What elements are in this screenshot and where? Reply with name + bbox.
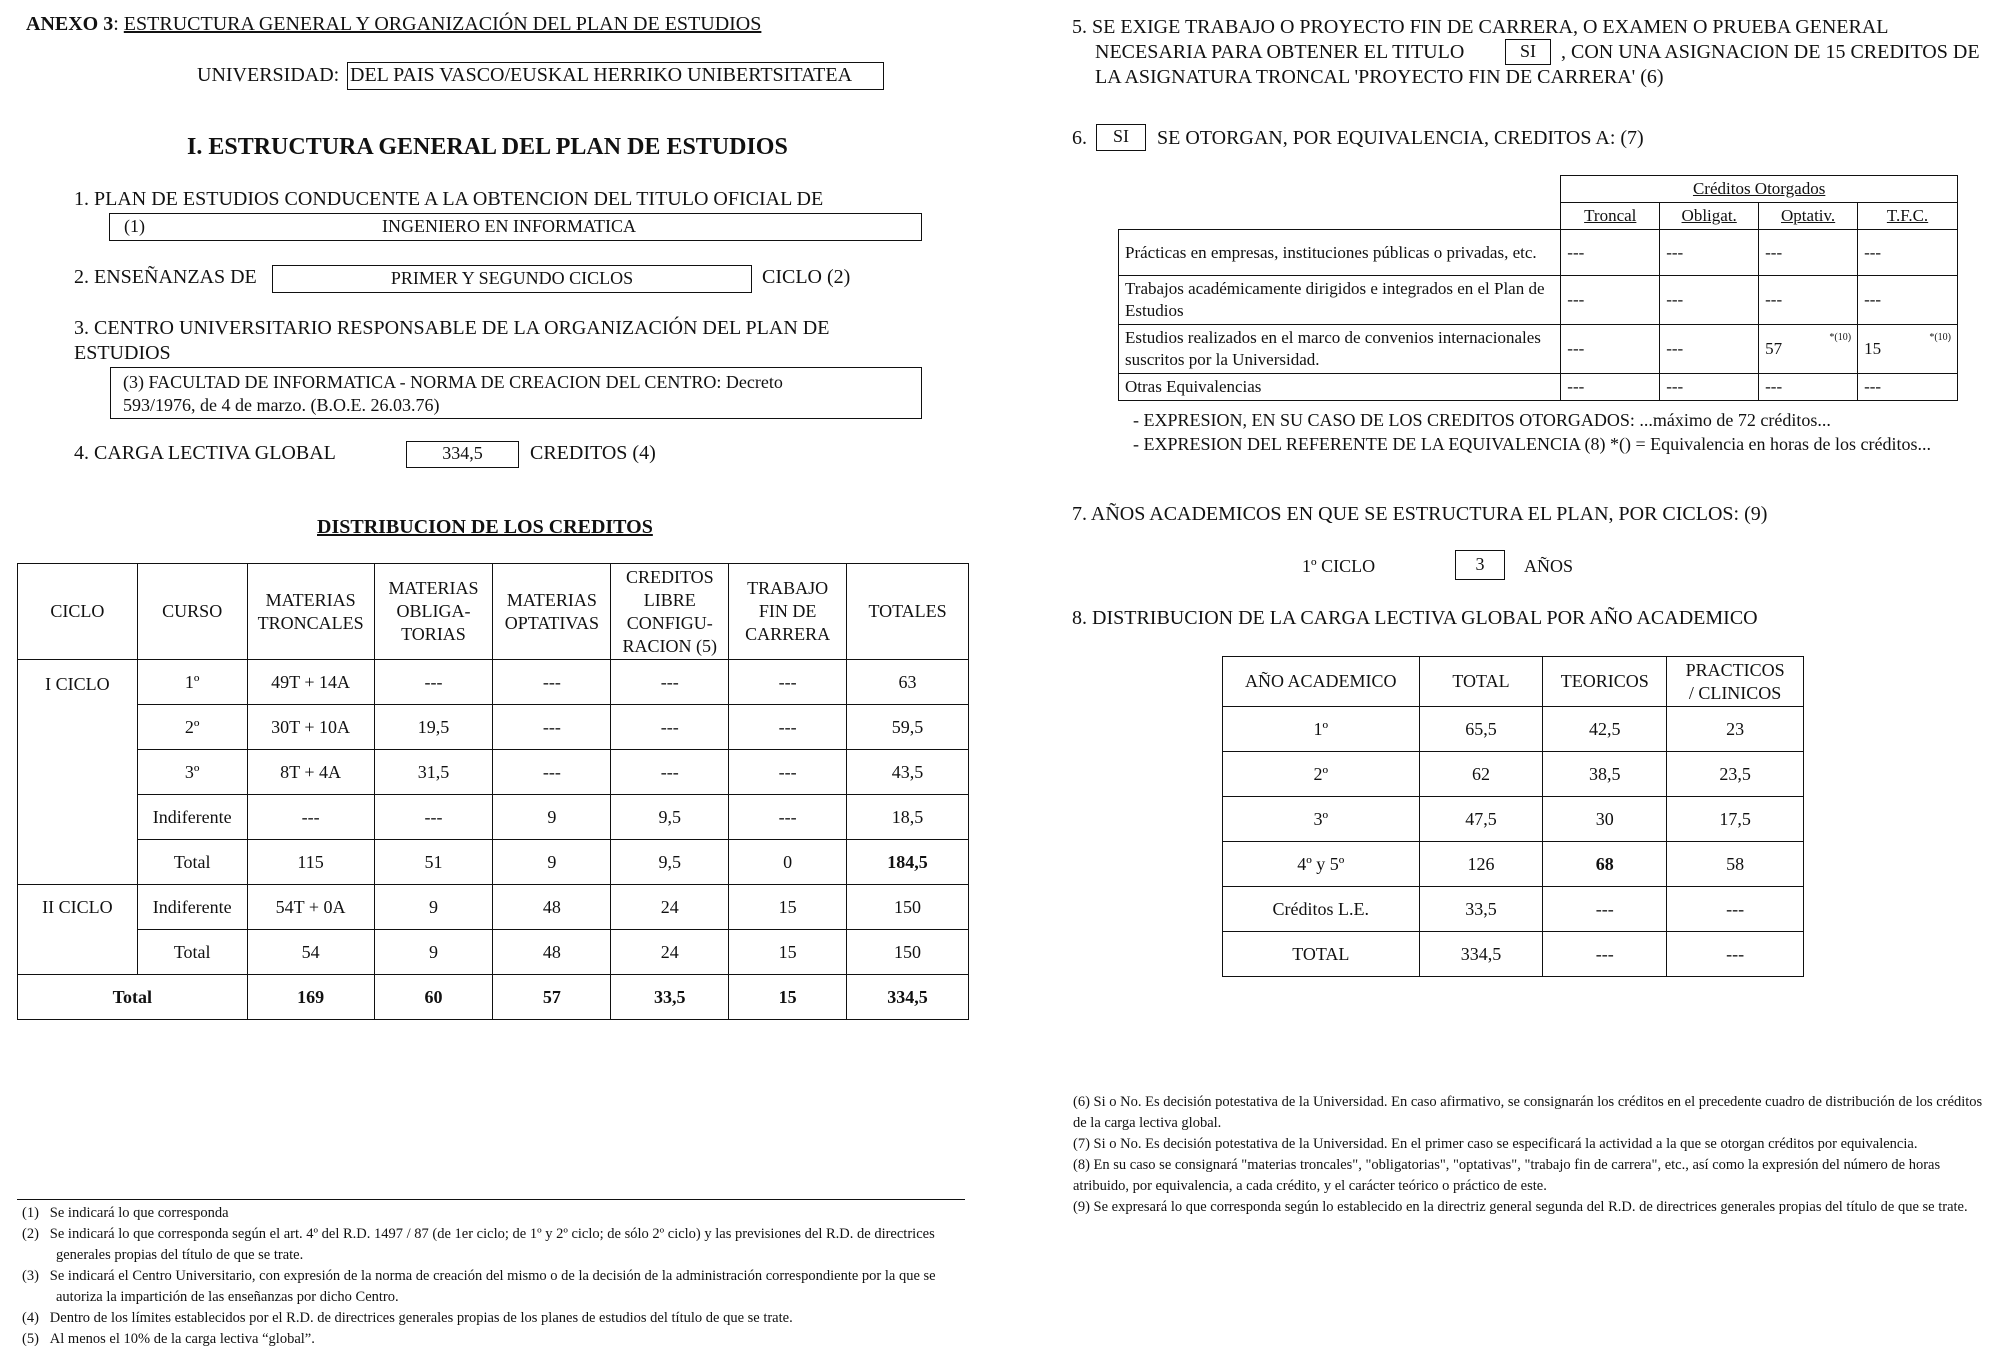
item2-suffix: CICLO (2) [762,266,851,288]
annex-label: ANEXO 3 [26,13,114,35]
footnote-divider [17,1199,965,1200]
item3-box [110,367,922,419]
carga-col-practicos: PRACTICOS / CLINICOS [1667,657,1804,707]
table-row: Créditos L.E. 33,5 --- --- [1223,887,1804,932]
item1-label: 1. PLAN DE ESTUDIOS CONDUCENTE A LA OBTENCION DEL TITULO OFICIAL DE [74,188,824,210]
item5-line-a: 5. SE EXIGE TRABAJO O PROYECTO FIN DE CARRERA, O EXAMEN O PRUEBA GENERAL [1072,16,1889,38]
item4-label: 4. CARGA LECTIVA GLOBAL [74,442,336,464]
carga-header-row: AÑO ACADEMICO TOTAL TEORICOS PRACTICOS / CLINICOS [1223,657,1804,707]
item5-line-d: LA ASIGNATURA TRONCAL 'PROYECTO FIN DE CARRERA' (6) [1095,66,1664,88]
item1-note: (1) [124,216,145,236]
section-title: I. ESTRUCTURA GENERAL DEL PLAN DE ESTUDIOS [187,134,788,160]
item1-box [109,213,922,241]
col-optativas: MATERIAS OPTATIVAS [493,564,611,660]
footnote-3: (3) Se indicará el Centro Universitario, con expresión de la norma de creación del mismo o de la decisión de la administración correspondiente por la que se autoriza la impartición de las enseñanzas por dicho Centro. [22,1268,936,1305]
expression-credits: - EXPRESION, EN SU CASO DE LOS CREDITOS OTORGADOS: ...máximo de 72 créditos... [1133,410,1831,430]
carga-table [1222,656,1804,977]
ciclo1-cell: I CICLO [18,660,138,840]
annex-heading: ANEXO 3: ESTRUCTURA GENERAL Y ORGANIZACIÓN DEL PLAN DE ESTUDIOS [26,13,762,35]
footnotes-right [1073,1092,1998,1218]
table-row: 3º 8T + 4A 31,5 --- --- --- 43,5 [18,750,969,795]
col-totales: TOTALES [847,564,969,660]
item2-label: 2. ENSEÑANZAS DE [74,266,257,288]
table-row: Otras Equivalencias --- --- --- --- [1119,374,1958,401]
table-row: 2º 62 38,5 23,5 [1223,752,1804,797]
item3-label-b: ESTUDIOS [74,342,171,364]
item6-num: 6. [1072,127,1087,149]
distribution-table [17,563,969,1020]
item6-text: SE OTORGAN, POR EQUIVALENCIA, CREDITOS A: (7) [1157,127,1644,149]
item6-value: SI [1096,124,1146,151]
item7-suffix: AÑOS [1524,556,1574,576]
table-row: Total 115 51 9 9,5 0 184,5 [18,840,969,885]
col-troncales: MATERIAS TRONCALES [247,564,374,660]
table-row: Trabajos académicamente dirigidos e integrados en el Plan de Estudios --- --- --- --- [1119,276,1958,325]
col-libre: CREDITOS LIBRE CONFIGU- RACION (5) [611,564,729,660]
footnote-8: (8) En su caso se consignará "materias troncales", "obligatorias", "optativas", "trabajo fin de carrera", etc., así como la expresión del número de horas atribuido, por equivalencia, a cada crédito, y el carácter teórico o práctico de este. [1073,1157,1941,1194]
equivalence-table [1118,175,1958,401]
ciclo2-cell: II CICLO [18,885,138,930]
footnote-1: (1) Se indicará lo que corresponda [22,1205,229,1221]
note-mark: *(10) [1929,332,1951,343]
item5-line-c: , CON UNA ASIGNACION DE 15 CREDITOS DE [1561,41,1980,63]
footnotes-left [22,1203,962,1350]
item1-value: INGENIERO EN INFORMATICA [382,216,636,236]
footnote-6: (6) Si o No. Es decisión potestativa de la Universidad. En caso afirmativo, se consignarán los créditos en el precedente cuadro de distribución de los créditos de la carga lectiva global. [1073,1094,1983,1131]
footnote-2: (2) Se indicará lo que corresponda según el art. 4º del R.D. 1497 / 87 (de 1er ciclo; de 1º y 2º ciclo; de sólo 2º ciclo) y las previsiones del R.D. de directrices generales propias del título de que se trate. [22,1226,935,1263]
item7-ciclo: 1º CICLO [1302,556,1376,576]
university-value: DEL PAIS VASCO/EUSKAL HERRIKO UNIBERTSITATEA [347,62,884,90]
col-tfc: TRABAJO FIN DE CARRERA [729,564,847,660]
item2-value: PRIMER Y SEGUNDO CICLOS [272,265,752,293]
table-row: 1º 65,5 42,5 23 [1223,707,1804,752]
footnote-5: (5) Al menos el 10% de la carga lectiva “global”. [22,1331,315,1347]
table-row: Total 54 9 48 24 15 150 [18,930,969,975]
distribution-title: DISTRIBUCION DE LOS CREDITOS [317,516,653,538]
table-row: 2º 30T + 10A 19,5 --- --- --- 59,5 [18,705,969,750]
item3-label-a: 3. CENTRO UNIVERSITARIO RESPONSABLE DE LA ORGANIZACIÓN DEL PLAN DE [74,317,830,339]
table-row: Prácticas en empresas, instituciones públicas o privadas, etc. --- --- --- --- [1119,230,1958,276]
equivalence-group-header: Créditos Otorgados [1561,176,1958,203]
table-row: Estudios realizados en el marco de convenios internacionales suscritos por la Universidad. --- --- 57 *(10) 15 *(10) [1119,325,1958,374]
item7-value: 3 [1455,550,1505,580]
col-curso: CURSO [137,564,247,660]
footnote-9: (9) Se expresará lo que corresponda según lo establecido en la directriz general segunda del R.D. de directrices generales propias del título de que se trate. [1073,1199,1968,1215]
note-mark: *(10) [1829,332,1852,343]
item4-value: 334,5 [406,441,519,468]
table-row: Indiferente --- --- 9 9,5 --- 18,5 [18,795,969,840]
grand-total-row: Total 169 60 57 33,5 15 334,5 [18,975,969,1020]
item7-label: 7. AÑOS ACADEMICOS EN QUE SE ESTRUCTURA EL PLAN, POR CICLOS: (9) [1072,503,1768,525]
table-row: 3º 47,5 30 17,5 [1223,797,1804,842]
item5-value: SI [1505,39,1551,65]
col-ciclo: CICLO [18,564,138,660]
col-obligatorias: MATERIAS OBLIGA- TORIAS [374,564,493,660]
table-row: 4º y 5º 126 68 58 [1223,842,1804,887]
item5-line-b: NECESARIA PARA OBTENER EL TITULO [1095,41,1465,63]
table-row: II CICLO Indiferente 54T + 0A 9 48 24 15 150 [18,885,969,930]
equivalence-group-row [1119,176,1958,203]
item4-suffix: CREDITOS (4) [530,442,656,464]
expression-reference: - EXPRESION DEL REFERENTE DE LA EQUIVALENCIA (8) *() = Equivalencia en horas de los créditos... [1133,434,1932,454]
annex-title: ESTRUCTURA GENERAL Y ORGANIZACIÓN DEL PLAN DE ESTUDIOS [123,13,762,35]
distribution-header-row [18,564,969,660]
equivalence-col-row: Troncal Obligat. Optativ. T.F.C. [1119,203,1958,230]
footnote-7: (7) Si o No. Es decisión potestativa de la Universidad. En el primer caso se especificará la actividad a la que se otorgan créditos por equivalencia. [1073,1136,1918,1152]
item8-label: 8. DISTRIBUCION DE LA CARGA LECTIVA GLOBAL POR AÑO ACADEMICO [1072,607,1758,629]
item3-value-b: 593/1976, de 4 de marzo. (B.O.E. 26.03.76) [123,395,440,415]
item3-value-a: (3) FACULTAD DE INFORMATICA - NORMA DE CREACION DEL CENTRO: Decreto [123,372,783,392]
table-row: I CICLO 1º 49T + 14A --- --- --- --- 63 [18,660,969,705]
table-row: TOTAL 334,5 --- --- [1223,932,1804,977]
footnote-4: (4) Dentro de los límites establecidos por el R.D. de directrices generales propias de los planes de estudios del título de que se trate. [22,1310,793,1326]
university-label: UNIVERSIDAD: [197,64,340,86]
